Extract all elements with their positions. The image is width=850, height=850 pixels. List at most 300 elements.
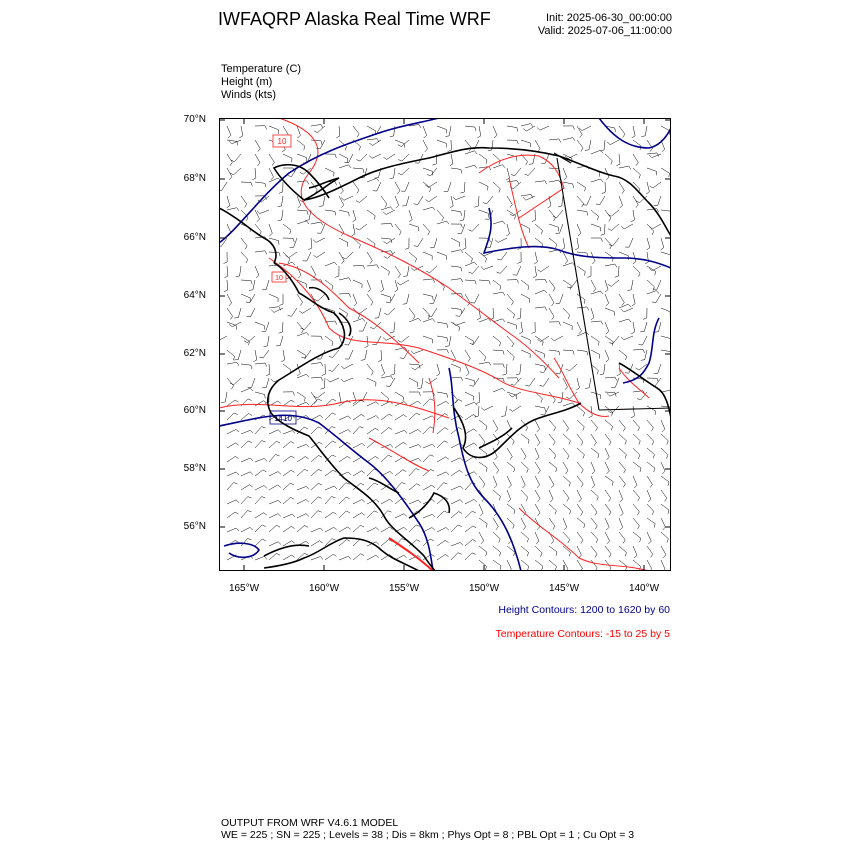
wind-barb (314, 392, 325, 398)
wind-barb (313, 238, 325, 242)
wind-barb (353, 427, 363, 434)
wind-barb (661, 168, 670, 177)
temperature-contour-label-1: 10 (277, 137, 287, 146)
wind-barb (577, 462, 583, 473)
wind-barb (493, 364, 504, 368)
wind-barb (551, 336, 563, 341)
wind-barb (227, 472, 239, 476)
wind-barb (325, 168, 334, 176)
lon-label-150w: 150°W (468, 583, 500, 594)
wind-barb (430, 238, 437, 248)
wind-barb (353, 414, 365, 420)
wind-barb (353, 471, 365, 476)
wind-barb (311, 497, 322, 504)
wind-barb (283, 555, 295, 560)
wind-barb (423, 319, 435, 322)
wind-barb (373, 182, 381, 191)
wind-barb (549, 238, 557, 248)
wind-barb (444, 182, 451, 192)
wind-barb (231, 154, 241, 162)
wind-barb (647, 224, 654, 235)
wind-barb (339, 238, 348, 247)
wind-barb (230, 378, 241, 385)
wind-barb (395, 442, 407, 448)
wind-barb (345, 336, 353, 345)
wind-barb (227, 294, 232, 306)
wind-barb (507, 280, 519, 284)
footer-options: WE = 225 ; SN = 225 ; Levels = 38 ; Dis = 8km ; Phys Opt = 8 ; PBL Opt = 1 ; Cu Opt = 3 (221, 829, 635, 841)
wind-barb (367, 294, 373, 306)
wind-barb (437, 392, 448, 398)
wind-barb (409, 445, 421, 449)
wind-barb (367, 139, 379, 142)
wind-barb (269, 154, 274, 166)
wind-barb (549, 392, 555, 403)
wind-barb (297, 469, 308, 476)
wind-barb (269, 553, 280, 560)
wind-barb (437, 126, 447, 133)
wind-barb (479, 532, 484, 544)
wind-barb (283, 514, 295, 518)
wind-barb (367, 428, 379, 434)
wind-barb (535, 546, 542, 557)
wind-barb (248, 378, 255, 388)
wind-barb (521, 294, 530, 303)
wind-barb (465, 126, 476, 131)
wind-barb (367, 378, 376, 386)
wind-barb (381, 364, 385, 376)
wind-barb (276, 336, 283, 346)
wind-barb (409, 413, 420, 420)
variable-temperature: Temperature (C) (221, 63, 302, 75)
wind-barb (661, 238, 664, 250)
wind-barb (577, 182, 585, 191)
wind-barb (479, 560, 487, 570)
wind-barb (521, 350, 530, 358)
wind-barb (476, 392, 480, 404)
wind-barb (549, 462, 557, 472)
wind-barb (591, 434, 596, 446)
wind-barb (619, 546, 627, 556)
wind-barb (563, 308, 570, 319)
wind-barb (425, 378, 437, 384)
wind-barb (521, 560, 529, 570)
wind-barb (255, 441, 265, 448)
wind-barb (587, 266, 591, 278)
wind-barb (414, 196, 423, 205)
wind-barb (301, 350, 311, 358)
wind-barb (372, 336, 381, 345)
lat-label-58n: 58°N (183, 463, 206, 474)
wind-barb (319, 196, 325, 207)
wind-barb (321, 378, 326, 389)
wind-barb (448, 140, 452, 152)
wind-barb (577, 518, 585, 528)
wind-barb (381, 428, 392, 435)
wind-barb (395, 514, 407, 518)
wind-barb (241, 196, 247, 208)
wind-barb (619, 126, 625, 138)
wind-barb (619, 490, 623, 502)
wind-barb (661, 420, 665, 432)
wind-barb (339, 210, 349, 216)
wind-barb (661, 476, 669, 486)
wind-barb (288, 308, 297, 316)
wind-barb (493, 336, 501, 346)
wind-barb (325, 154, 336, 158)
wind-barb (423, 528, 435, 533)
variable-winds: Winds (kts) (221, 89, 276, 101)
wind-barb (381, 414, 392, 420)
wind-barb (516, 364, 521, 375)
wind-barb (255, 525, 266, 532)
wind-barb (227, 378, 234, 389)
wind-barb (418, 378, 423, 389)
wind-barb (219, 336, 227, 341)
wind-barb (339, 540, 350, 547)
wind-barb (633, 476, 637, 488)
wind-barb (661, 532, 668, 543)
wind-barb (409, 401, 421, 406)
wind-barb (619, 560, 627, 570)
wind-barb (339, 165, 351, 168)
wind-barb (521, 280, 529, 290)
wind-barb (313, 252, 325, 258)
init-time: Init: 2025-06-30_00:00:00 (546, 12, 672, 24)
wind-barb (521, 518, 526, 530)
wind-barb (540, 378, 550, 386)
wind-barb (562, 238, 565, 250)
wind-barb (563, 403, 575, 406)
temperature-contour-label-2: 10 (275, 275, 283, 282)
wind-barb (283, 400, 294, 406)
wind-barb (423, 444, 435, 448)
wind-barb (227, 154, 232, 166)
wind-barb (283, 238, 294, 242)
wind-barb (283, 431, 295, 435)
wind-barb (353, 319, 365, 323)
wind-barb (465, 540, 476, 547)
wind-barb (297, 402, 309, 406)
wind-barb (563, 434, 570, 445)
wind-barb (493, 490, 501, 500)
wind-barb (537, 126, 549, 130)
wind-barb (577, 126, 582, 138)
wind-barb (437, 511, 448, 518)
wind-barb (279, 182, 283, 193)
wind-barb (479, 280, 490, 285)
wind-barb (269, 500, 281, 504)
wind-barb (605, 350, 609, 362)
wind-barb (577, 332, 589, 336)
wind-barb (423, 168, 433, 175)
wind-barb (398, 336, 409, 342)
wind-barb (423, 427, 434, 434)
wind-barb (493, 546, 501, 556)
wind-barb (403, 294, 409, 304)
wind-barb (577, 560, 582, 571)
wind-barb (255, 427, 266, 434)
wind-barb (493, 560, 501, 570)
wind-barb (264, 336, 270, 347)
wind-barb (297, 514, 309, 518)
wind-barb (353, 500, 365, 505)
wind-barb (297, 525, 308, 532)
wind-barb (369, 140, 381, 146)
wind-barb (605, 420, 613, 430)
wind-barb (269, 542, 281, 546)
wind-barb (279, 294, 283, 306)
wind-barb (619, 166, 631, 169)
wind-barb (591, 462, 595, 474)
wind-barb (285, 252, 297, 258)
lat-label-68n: 68°N (183, 173, 206, 184)
wind-barb (493, 518, 498, 530)
wind-barb (259, 350, 269, 358)
wind-barb (532, 210, 536, 222)
wind-barb (661, 490, 667, 502)
wind-barb (479, 154, 487, 164)
wind-barb (281, 350, 284, 362)
lat-label-62n: 62°N (183, 348, 206, 359)
wind-barb (398, 168, 409, 175)
wind-barb (549, 434, 555, 445)
wind-barb (521, 532, 529, 542)
wind-barb (616, 154, 620, 166)
wind-barb (549, 490, 553, 502)
wind-barb (575, 238, 579, 250)
wind-barb (227, 528, 239, 532)
wind-barb (437, 428, 448, 434)
wind-barb (605, 504, 611, 515)
wind-barb (605, 294, 609, 306)
wind-barb (437, 401, 449, 406)
wind-barb (451, 377, 463, 381)
wind-barb (479, 362, 491, 365)
wind-barb (437, 221, 449, 224)
wind-barb (297, 140, 305, 150)
wind-barb (535, 307, 547, 311)
wind-barb (451, 486, 463, 490)
wind-barb (507, 294, 513, 305)
wind-barb (535, 490, 540, 502)
wind-barb (437, 554, 449, 560)
wind-barb (605, 518, 609, 530)
wind-barb (563, 420, 569, 432)
variable-height: Height (m) (221, 76, 273, 88)
wind-barb (619, 462, 626, 473)
wind-barb (661, 462, 665, 474)
wind-barb (470, 336, 479, 344)
wind-barb (451, 238, 460, 247)
wind-barb (423, 126, 427, 138)
wind-barb (230, 168, 241, 175)
wind-barb (297, 364, 300, 376)
wind-barb (615, 266, 619, 277)
wind-barb (591, 350, 600, 359)
wind-barb (639, 336, 647, 345)
wind-barb (255, 182, 266, 187)
lat-label-60n: 60°N (183, 405, 206, 416)
wind-barb (647, 504, 654, 515)
wind-barb (563, 532, 570, 543)
wind-barb (493, 388, 505, 392)
wind-barb (397, 280, 409, 285)
wind-barb (507, 490, 511, 502)
lat-label-56n: 56°N (183, 521, 206, 532)
wind-barb (577, 322, 581, 334)
wind-barb (412, 364, 423, 370)
wind-barb (339, 224, 344, 236)
wind-barb (227, 308, 233, 320)
wind-barb (257, 210, 269, 214)
wind-barb (631, 406, 635, 418)
wind-barb (241, 527, 253, 532)
wind-barb (591, 308, 594, 320)
wind-barb (479, 319, 491, 323)
wind-barb (619, 420, 625, 431)
wind-barb (600, 364, 605, 375)
wind-barb (253, 350, 256, 362)
wind-barb (450, 154, 453, 166)
wind-barb (353, 182, 359, 193)
wind-barb (341, 364, 353, 369)
wind-barb (224, 266, 228, 278)
wind-barb (353, 210, 356, 222)
wind-barb (297, 322, 304, 333)
wind-barb (341, 378, 353, 382)
wind-barb (367, 364, 373, 375)
wind-barb (325, 262, 337, 266)
wind-barb (255, 210, 260, 222)
wind-barb (361, 350, 367, 360)
height-legend: Height Contours: 1200 to 1620 by 60 (498, 604, 670, 616)
wind-barb (566, 364, 577, 371)
wind-barb (395, 196, 399, 208)
wind-barb (535, 434, 540, 446)
wind-barb (563, 182, 574, 188)
wind-barb (591, 224, 601, 231)
wind-barb (521, 124, 533, 127)
wind-barb (493, 280, 501, 290)
wind-barb (342, 252, 353, 259)
wind-barb (241, 472, 253, 476)
wind-barb (625, 238, 633, 247)
wind-barb (239, 126, 243, 138)
wind-barb (311, 392, 317, 404)
wind-barb (521, 448, 526, 460)
wind-barb (563, 350, 574, 355)
wind-barb (381, 238, 392, 243)
wind-barb (367, 126, 376, 135)
wind-barb (401, 182, 409, 191)
wind-barb (426, 266, 437, 273)
wind-barb (269, 455, 279, 463)
wind-barb (241, 238, 247, 249)
wind-barb (356, 196, 367, 203)
wind-barb (507, 448, 512, 460)
wind-barb (380, 280, 383, 292)
axis-ticks (219, 118, 671, 571)
lon-label-165w: 165°W (228, 583, 260, 594)
wind-barb (549, 280, 555, 291)
wind-barb (227, 322, 236, 330)
wind-barb (563, 378, 568, 390)
wind-barb (563, 504, 571, 514)
wind-barb (497, 252, 507, 260)
wind-barb (632, 294, 635, 306)
wind-barb (601, 224, 605, 235)
wind-barb (269, 168, 274, 180)
wind-barb (227, 512, 238, 518)
wind-barb (255, 458, 267, 462)
wind-barb (411, 350, 423, 354)
wind-barb (375, 308, 381, 318)
wind-barb (241, 430, 253, 434)
wind-barb (325, 486, 337, 490)
wind-barb (311, 363, 323, 367)
wind-barb (535, 532, 539, 544)
wind-barb (465, 350, 470, 362)
lon-label-155w: 155°W (388, 583, 420, 594)
wind-barb (647, 153, 659, 157)
wind-barb (591, 238, 603, 242)
wind-barb (405, 238, 409, 249)
wind-barb (563, 322, 572, 330)
wind-barb (437, 457, 449, 462)
wind-barb (255, 513, 267, 518)
wind-barb (577, 448, 584, 458)
wind-barb (535, 420, 540, 432)
wind-barb (437, 252, 446, 260)
wind-barb (425, 182, 437, 187)
wind-barb (605, 308, 614, 316)
wind-barb (465, 280, 476, 284)
wind-barb (654, 196, 661, 206)
wind-barb (633, 532, 641, 542)
wind-barb (314, 126, 325, 133)
wind-barb (563, 462, 568, 474)
wind-barb (255, 363, 267, 367)
wind-barb (619, 350, 627, 360)
wind-barb (621, 224, 633, 229)
wind-barb (585, 378, 591, 389)
wind-barb (353, 525, 364, 532)
wind-barb (507, 336, 514, 347)
wind-barb (278, 196, 283, 207)
wind-barb (381, 207, 393, 210)
wind-barb (577, 420, 584, 431)
wind-barb (339, 278, 351, 281)
wind-barb (535, 462, 540, 474)
wind-barb (234, 350, 241, 360)
wind-barb (283, 497, 294, 504)
wind-barb (633, 546, 637, 558)
wind-barb (227, 208, 239, 211)
wind-barb (493, 221, 505, 224)
wind-barb (367, 511, 378, 518)
wind-barb (521, 476, 525, 488)
wind-barb (283, 154, 292, 162)
wind-barb (255, 251, 267, 255)
wind-barb (661, 308, 670, 316)
wind-barb (605, 252, 613, 262)
wind-barb (395, 140, 404, 148)
wind-barb (353, 443, 365, 448)
wind-barb (481, 406, 493, 410)
wind-barb (339, 556, 351, 560)
wind-barb (423, 399, 434, 406)
